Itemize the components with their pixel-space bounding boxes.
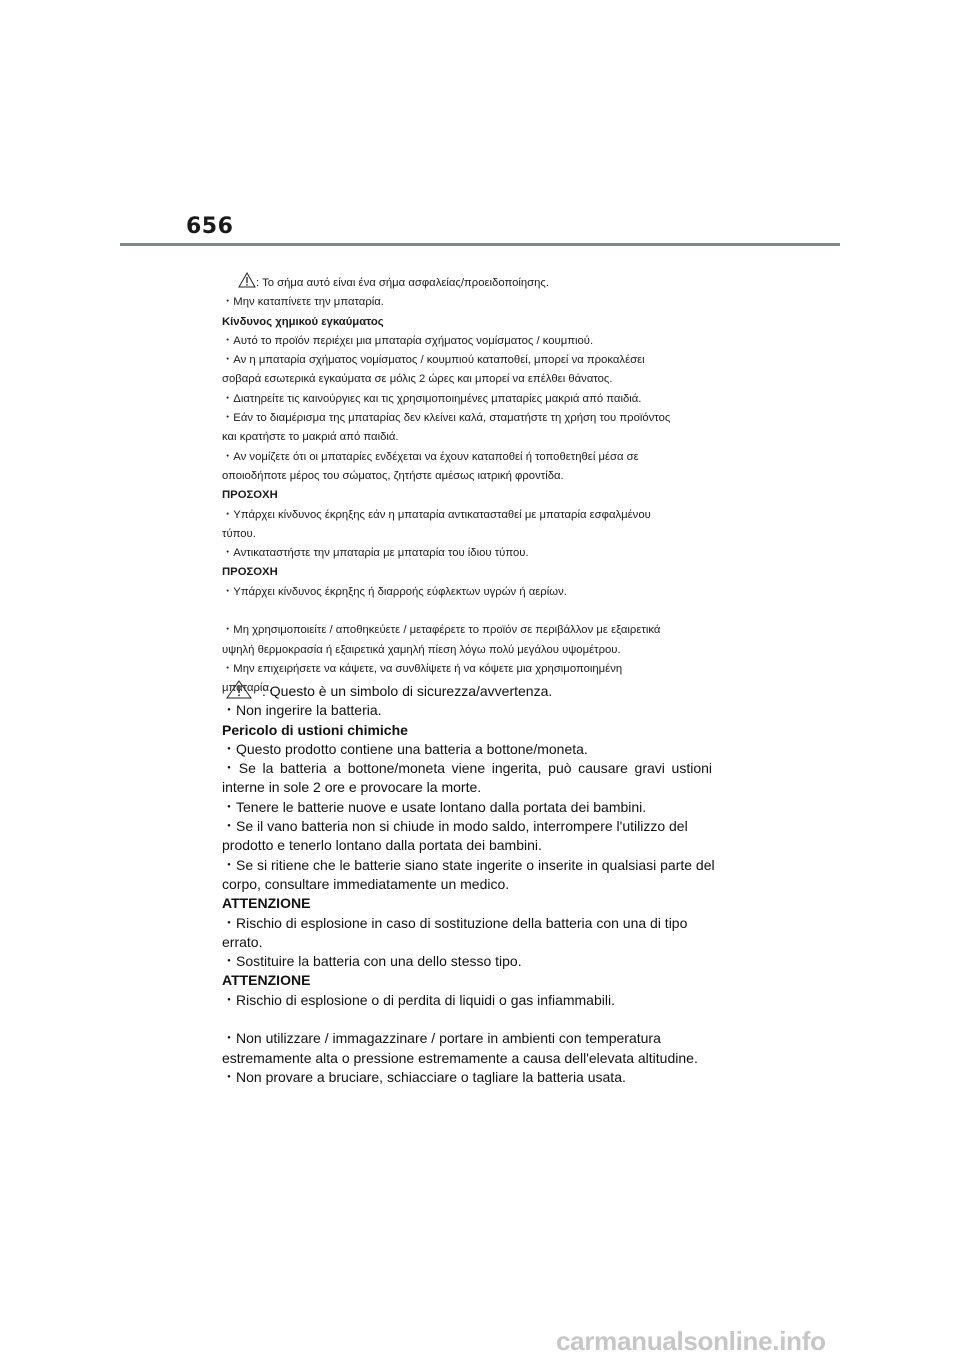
page-number: 656: [186, 214, 234, 239]
greek-symbol-line: [222, 272, 712, 293]
greek-line: ・Μην επιχειρήσετε να κάψετε, να συνθλίψετε ή να κόψετε μια χρησιμοποιημένη: [222, 662, 623, 675]
warning-triangle-icon: [238, 272, 256, 288]
italian-line: ・Non ingerire la batteria.: [222, 702, 382, 719]
italian-line: ・Non utilizzare / immagazzinare / portare in ambienti con temperatura: [222, 1030, 661, 1047]
greek-line: ・Αν νομίζετε ότι οι μπαταρίες ενδέχεται να έχουν καταποθεί ή τοποθετηθεί μέσα σε: [222, 450, 639, 463]
italian-line: estremamente alta o pressione estremamente a causa dell'elevata altitudine.: [222, 1049, 698, 1066]
italian-line: ・Non provare a bruciare, schiacciare o tagliare la batteria usata.: [222, 1068, 626, 1085]
greek-heading: Κίνδυνος χημικού εγκαύματος: [222, 315, 384, 328]
italian-heading: ATTENZIONE: [222, 972, 311, 989]
italian-line: ・Se la batteria a bottone/moneta viene ingerita, può causare gravi ustioni: [222, 760, 712, 777]
greek-line: ・Αντικαταστήστε την μπαταρία με μπαταρία του ίδιου τύπου.: [222, 547, 529, 560]
italian-line: ・Rischio di esplosione in caso di sostituzione della batteria con una di tipo: [222, 914, 688, 931]
greek-line: ・Υπάρχει κίνδυνος έκρηξης ή διαρροής εύφλεκτων υγρών ή αερίων.: [222, 585, 567, 598]
greek-line: και κρατήστε το μακριά από παιδιά.: [222, 431, 399, 444]
italian-heading: ATTENZIONE: [222, 895, 311, 912]
greek-line: ・Μην καταπίνετε την μπαταρία.: [222, 296, 384, 309]
italian-line: ・Se si ritiene che le batterie siano state ingerite o inserite in qualsiasi parte del: [222, 856, 715, 873]
italian-line: corpo, consultare immediatamente un medico.: [222, 875, 510, 892]
greek-line: ・Υπάρχει κίνδυνος έκρηξης εάν η μπαταρία αντικατασταθεί με μπαταρία εσφαλμένου: [222, 508, 651, 521]
italian-line: ・Sostituire la batteria con una dello stesso tipo.: [222, 953, 522, 970]
italian-line: ・Questo prodotto contiene una batteria a bottone/moneta.: [222, 740, 588, 757]
watermark: carmanualsonline.info: [556, 1326, 826, 1356]
italian-symbol-note: : Questo è un simbolo di sicurezza/avvertenza.: [262, 683, 553, 699]
greek-line: ・Εάν το διαμέρισμα της μπαταρίας δεν κλείνει καλά, σταματήστε τη χρήση του προϊόντος: [222, 412, 671, 425]
italian-section: [222, 680, 715, 1087]
greek-line: τύπου.: [222, 527, 256, 540]
greek-blank-line: [222, 602, 712, 621]
greek-line: μπαταρία.: [222, 682, 273, 695]
greek-line: οποιοδήποτε μέρος του σώματος, ζητήστε αμέσως ιατρική φροντίδα.: [222, 469, 564, 482]
italian-line: ・Rischio di esplosione o di perdita di liquidi o gas infiammabili.: [222, 991, 615, 1008]
italian-line: ・Se il vano batteria non si chiude in modo saldo, interrompere l'utilizzo del: [222, 818, 688, 835]
greek-section: [222, 272, 712, 699]
greek-line: ・Αν η μπαταρία σχήματος νομίσματος / κουμπιού καταποθεί, μπορεί να προκαλέσει: [222, 354, 645, 367]
italian-line: interne in sole 2 ore e provocare la morte.: [222, 779, 482, 796]
greek-symbol-note: : Το σήμα αυτό είναι ένα σήμα ασφαλείας/προειδοποίησης.: [256, 277, 550, 289]
italian-symbol-line: [222, 680, 712, 701]
header-rule: [120, 243, 840, 246]
italian-blank-line: [222, 1010, 712, 1029]
greek-line: σοβαρά εσωτερικά εγκαύματα σε μόλις 2 ώρες και μπορεί να επέλθει θάνατος.: [222, 373, 613, 386]
italian-line: ・Tenere le batterie nuove e usate lontano dalla portata dei bambini.: [222, 798, 647, 815]
italian-heading: Pericolo di ustioni chimiche: [222, 721, 408, 738]
greek-line: υψηλή θερμοκρασία ή εξαιρετικά χαμηλή πίεση λόγω πολύ μεγάλου υψομέτρου.: [222, 643, 621, 656]
greek-line: ・Αυτό το προϊόν περιέχει μια μπαταρία σχήματος νομίσματος / κουμπιού.: [222, 334, 594, 347]
greek-line: ・Μη χρησιμοποιείτε / αποθηκεύετε / μεταφέρετε το προϊόν σε περιβάλλον με εξαιρετικά: [222, 624, 661, 637]
greek-heading: ΠΡΟΣΟΧΗ: [222, 489, 278, 502]
warning-triangle-icon: [224, 680, 254, 699]
greek-line: ・Διατηρείτε τις καινούργιες και τις χρησιμοποιημένες μπαταρίες μακριά από παιδιά.: [222, 392, 642, 405]
italian-line: errato.: [222, 933, 263, 950]
italian-line: prodotto e tenerlo lontano dalla portata dei bambini.: [222, 837, 542, 854]
greek-heading: ΠΡΟΣΟΧΗ: [222, 566, 278, 579]
